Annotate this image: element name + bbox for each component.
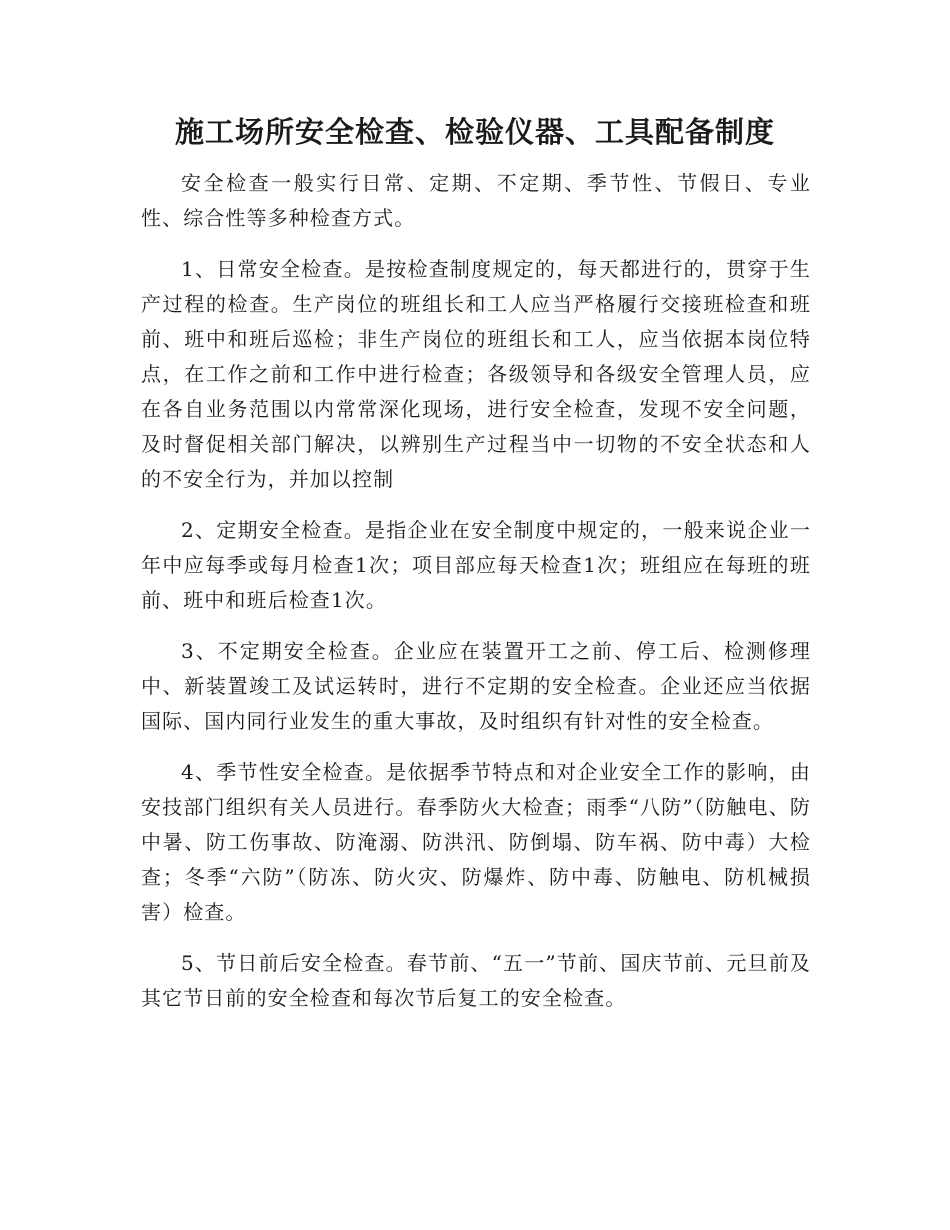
paragraph-intro: 安全检查一般实行日常、定期、不定期、季节性、节假日、专业性、综合性等多种检查方式。 bbox=[141, 171, 811, 230]
document-body bbox=[141, 166, 811, 1032]
paragraph-irregular-inspection: 3、不定期安全检查。企业应在装置开工之前、停工后、检测修理中、新装置竣工及试运转时，进行不定期的安全检查。企业还应当依据国际、国内同行业发生的重大事故，及时组织有针对性的安全检查。 bbox=[141, 639, 811, 733]
paragraph-seasonal-inspection: 4、季节性安全检查。是依据季节特点和对企业安全工作的影响，由安技部门组织有关人员进行。春季防火大检查；雨季“八防”（防触电、防中暑、防工伤事故、防淹溺、防洪汛、防倒塌、防车祸、防中毒）大检查；冬季“六防”（防冻、防火灾、防爆炸、防中毒、防触电、防机械损害）检查。 bbox=[141, 760, 811, 924]
document-title: 施工场所安全检查、检验仪器、工具配备制度 bbox=[174, 115, 775, 149]
paragraph-periodic-inspection: 2、定期安全检查。是指企业在安全制度中规定的，一般来说企业一年中应每季或每月检查1次；项目部应每天检查1次；班组应在每班的班前、班中和班后检查1次。 bbox=[141, 518, 811, 612]
paragraph-daily-inspection: 1、日常安全检查。是按检查制度规定的，每天都进行的，贯穿于生产过程的检查。生产岗位的班组长和工人应当严格履行交接班检查和班前、班中和班后巡检；非生产岗位的班组长和工人，应当依据本岗位特点，在工作之前和工作中进行检查；各级领导和各级安全管理人员，应在各自业务范围以内常常深化现场，进行安全检查，发现不安全问题，及时督促相关部门解决，以辨别生产过程当中一切物的不安全状态和人的不安全行为，并加以控制 bbox=[141, 257, 811, 491]
paragraph-holiday-inspection: 5、节日前后安全检查。春节前、“五一”节前、国庆节前、元旦前及其它节日前的安全检查和每次节后复工的安全检查。 bbox=[141, 951, 811, 1010]
